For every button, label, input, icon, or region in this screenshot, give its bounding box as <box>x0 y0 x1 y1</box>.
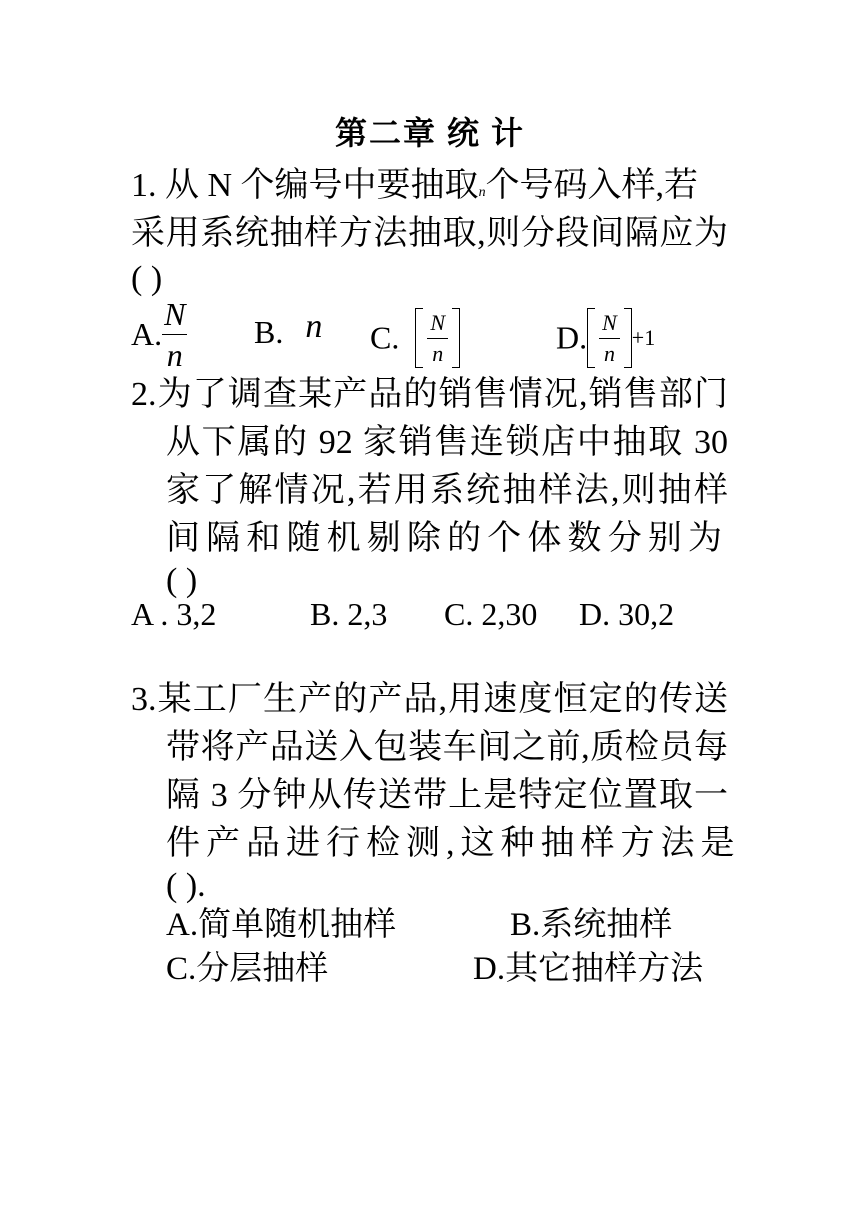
q1-option-a-label: A. <box>131 316 163 352</box>
q3-line-3: 隔 3 分钟从传送带上是特定位置取一 <box>166 777 728 814</box>
q2-line-1: 2.为了调查某产品的销售情况,销售部门 <box>131 376 728 413</box>
q1-option-d-label: D. <box>556 319 588 356</box>
q2-option-b: B. 2,3 <box>310 596 388 632</box>
q1-n-symbol: n <box>478 185 486 200</box>
q1-option-d-den: n <box>603 340 615 366</box>
q1-option-c-label: C. <box>370 319 400 356</box>
q1-answer-paren: ( ) <box>131 260 163 297</box>
q3-option-a: A.简单随机抽样 <box>166 907 397 943</box>
q1-option-a-den: n <box>166 337 183 373</box>
q2-line-4: 间隔和随机剔除的个体数分别为 <box>166 520 728 557</box>
q1-option-b <box>254 308 323 352</box>
q1-line-2: 采用系统抽样方法抽取,则分段间隔应为 <box>131 215 728 252</box>
chapter-title: 第二章 统 计 <box>334 115 525 151</box>
q2-option-a: A . 3,2 <box>131 596 217 632</box>
q1-line-1-a: 1. 从 N 个编号中要抽取 <box>131 167 479 204</box>
q1-option-d-num: N <box>599 312 620 339</box>
q3-answer-paren: ( ). <box>166 867 206 904</box>
q2-option-d: D. 30,2 <box>579 596 675 632</box>
q3-line-4: 件产品进行检测,这种抽样方法是 <box>166 825 741 862</box>
q3-option-c: C.分层抽样 <box>166 951 329 987</box>
q1-option-a-fraction <box>162 298 187 371</box>
q3-line-2: 带将产品送入包装车间之前,质检员每 <box>166 729 728 766</box>
q3-option-b: B.系统抽样 <box>510 907 673 943</box>
q1-option-c-den: n <box>432 340 444 366</box>
q2-answer-paren: ( ) <box>166 562 198 599</box>
q1-line-1 <box>131 162 698 217</box>
q1-option-a-num: N <box>162 298 187 335</box>
q1-option-a <box>131 298 187 371</box>
q1-option-b-label: B. <box>254 314 284 350</box>
q1-option-d-bracket <box>587 308 632 368</box>
q1-option-d-plus: +1 <box>631 325 656 350</box>
q2-line-3: 家了解情况,若用系统抽样法,则抽样 <box>166 472 728 509</box>
q3-line-1: 3.某工厂生产的产品,用速度恒定的传送 <box>131 681 728 718</box>
q1-line-1-b: 个号码入样,若 <box>485 167 699 204</box>
q1-option-c <box>370 308 460 368</box>
q2-line-2: 从下属的 92 家销售连锁店中抽取 30 <box>166 424 728 461</box>
q1-option-c-num: N <box>427 312 448 339</box>
q2-option-c: C. 2,30 <box>444 596 538 632</box>
q3-option-d: D.其它抽样方法 <box>473 951 704 987</box>
q1-option-b-value: n <box>305 308 323 345</box>
q1-option-d <box>556 308 655 368</box>
q1-option-c-bracket <box>415 308 460 368</box>
